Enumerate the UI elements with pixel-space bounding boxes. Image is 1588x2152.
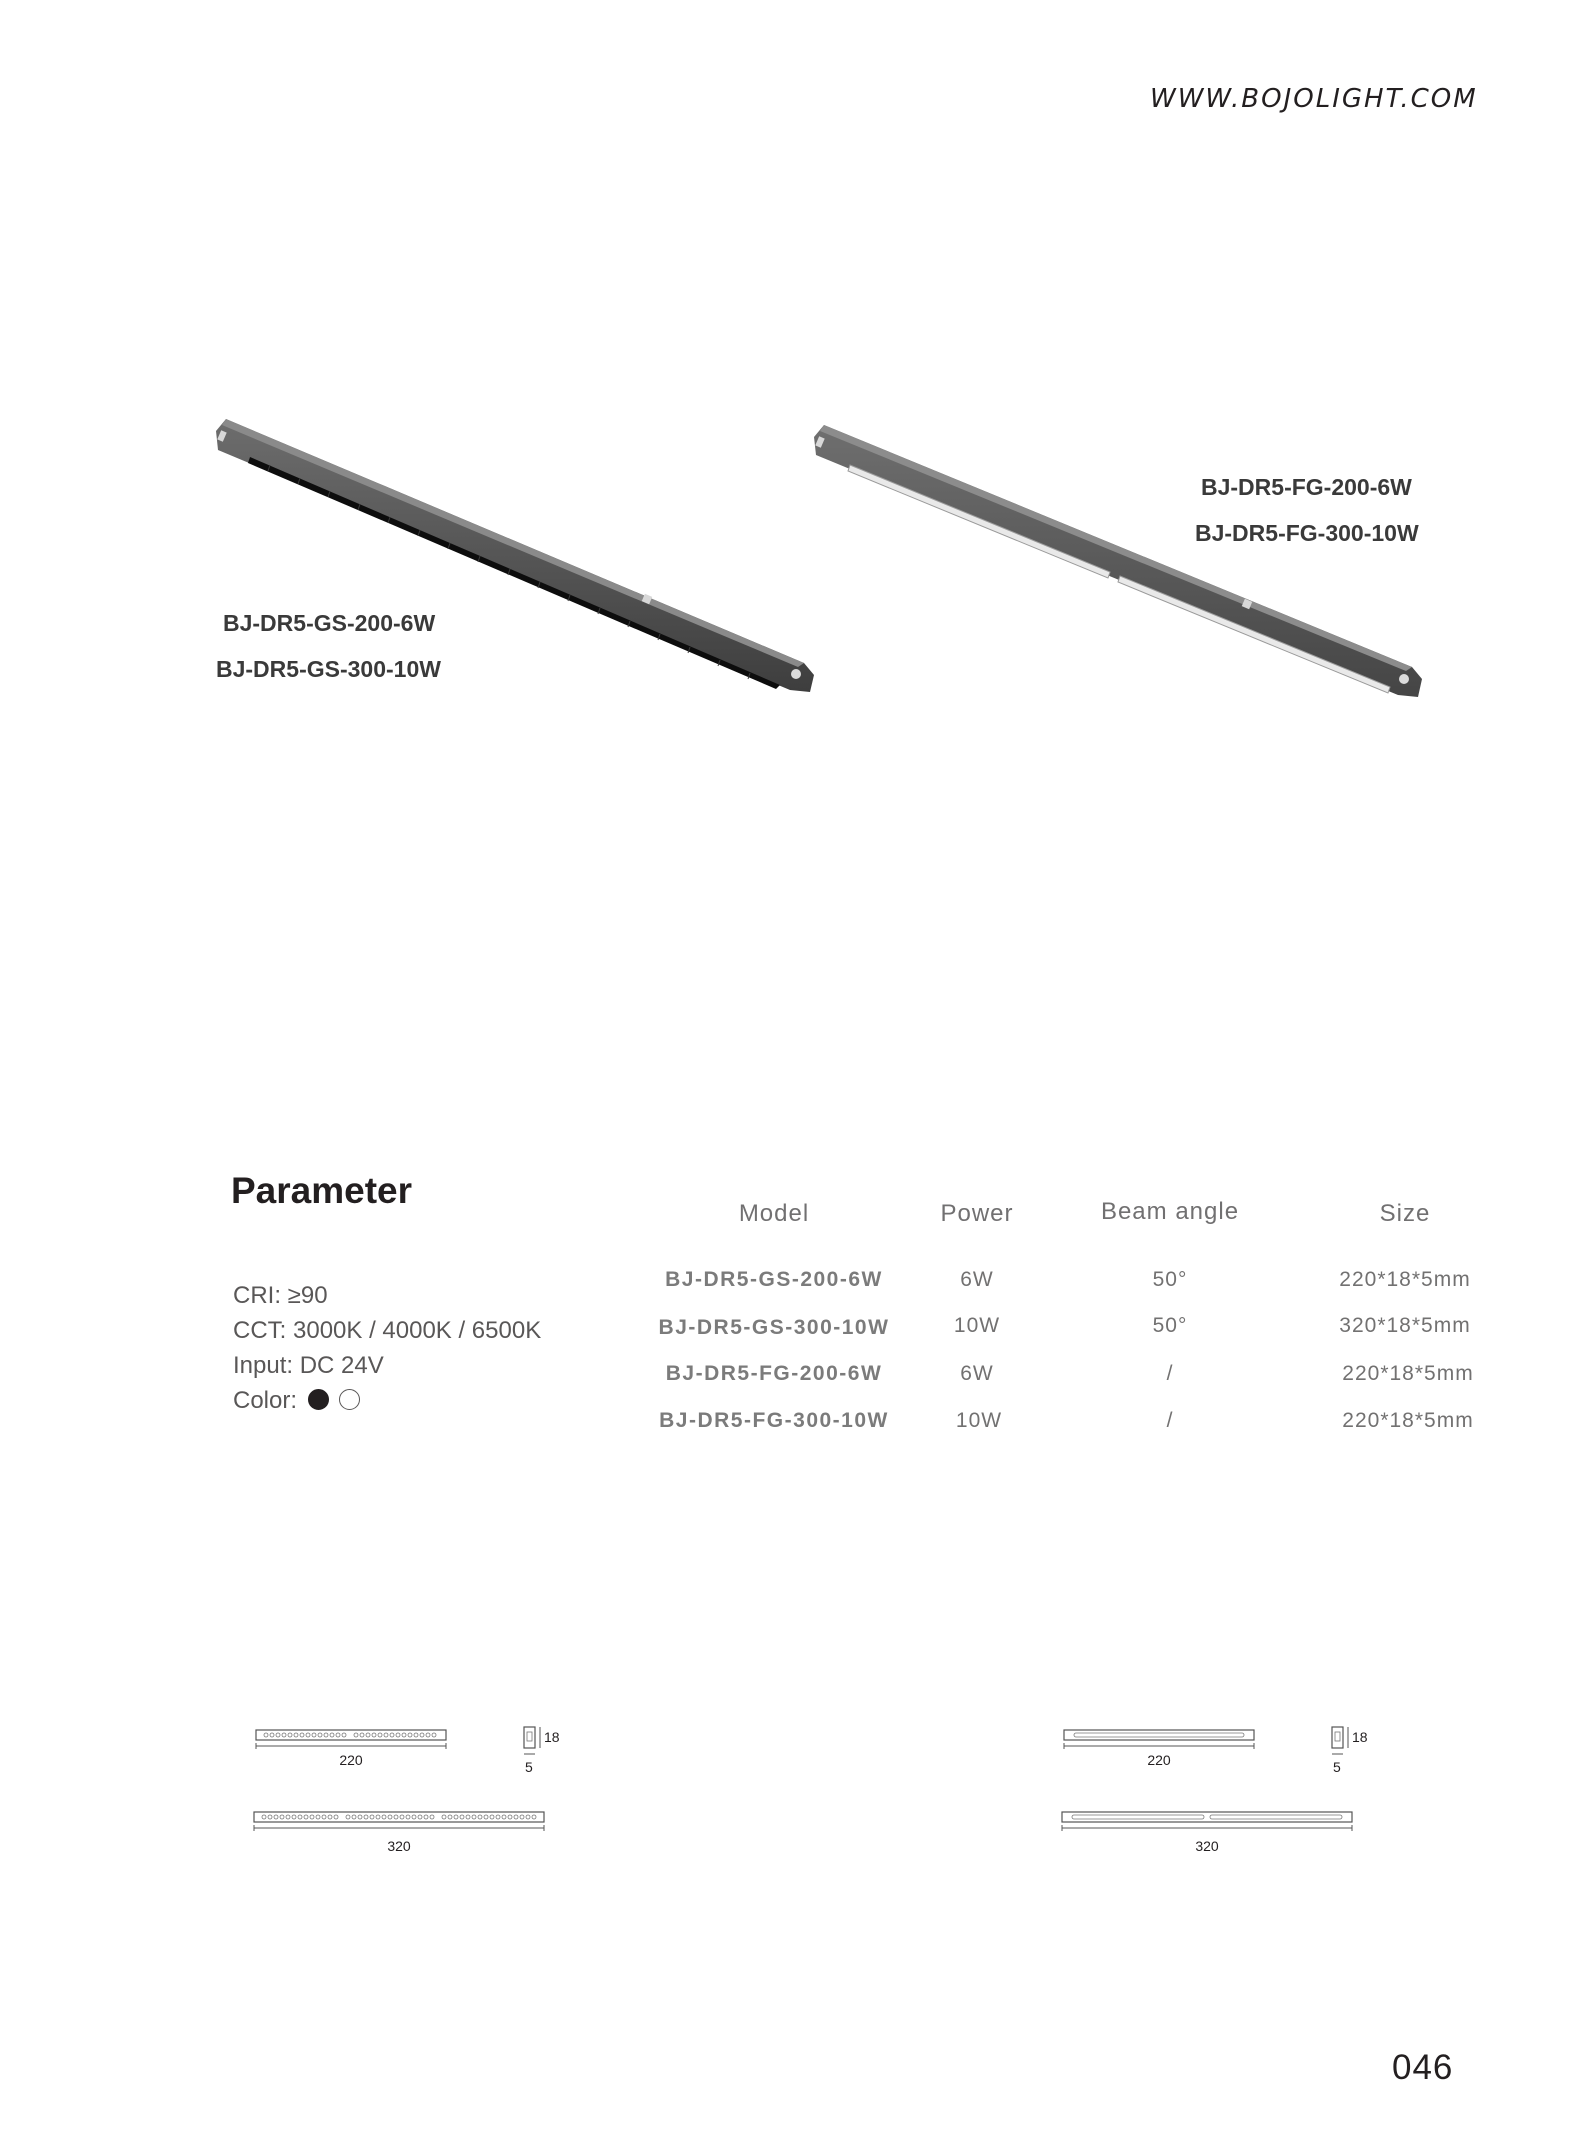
fg-label-300: BJ-DR5-FG-300-10W (1195, 520, 1419, 546)
fg-length-320: 320 (1195, 1838, 1219, 1854)
col-header-size: Size (1379, 1200, 1431, 1227)
gs-length-220: 220 (339, 1752, 363, 1768)
table-cell-beam: / (1166, 1409, 1174, 1432)
gs-dimension-drawing (240, 1720, 590, 1870)
gs-label-300: BJ-DR5-GS-300-10W (216, 656, 441, 682)
table-cell-model: BJ-DR5-GS-200-6W (665, 1268, 883, 1291)
gs-label-200: BJ-DR5-GS-200-6W (223, 610, 436, 636)
parameter-title: Parameter (231, 1170, 413, 1211)
table-cell-power: 10W (955, 1409, 1003, 1432)
fg-label-200: BJ-DR5-FG-200-6W (1201, 474, 1412, 500)
gs-length-320: 320 (387, 1838, 411, 1854)
fg-height-18: 18 (1352, 1729, 1368, 1745)
spec-color-label: Color: (233, 1387, 298, 1414)
table-cell-power: 10W (953, 1314, 1001, 1337)
fg-light-bar-image (810, 415, 1430, 715)
table-cell-model: BJ-DR5-FG-200-6W (665, 1362, 883, 1385)
col-header-model: Model (738, 1200, 810, 1227)
page-number: 046 (1392, 2048, 1454, 2087)
fg-width-5: 5 (1333, 1759, 1341, 1775)
fg-length-220: 220 (1147, 1752, 1171, 1768)
gs-width-5: 5 (525, 1759, 533, 1775)
table-cell-size: 220*18*5mm (1342, 1409, 1474, 1432)
table-cell-size: 220*18*5mm (1342, 1362, 1474, 1385)
color-swatch-white (339, 1389, 360, 1410)
spec-cct: CCT: 3000K / 4000K / 6500K (233, 1317, 542, 1344)
table-cell-beam: 50° (1152, 1268, 1188, 1291)
table-cell-power: 6W (960, 1268, 994, 1291)
table-cell-beam: 50° (1152, 1314, 1188, 1337)
website-url: WWW.BOJOLIGHT.COM (1150, 84, 1478, 114)
spec-input: Input: DC 24V (233, 1352, 384, 1379)
spec-color (233, 1383, 541, 1418)
table-cell-power: 6W (960, 1362, 994, 1385)
fg-dimension-drawing (1048, 1720, 1398, 1870)
color-swatch-black (308, 1389, 329, 1410)
spec-cri: CRI: ≥90 (233, 1282, 328, 1309)
spec-list (233, 1278, 541, 1418)
table-cell-size: 220*18*5mm (1339, 1268, 1471, 1291)
col-header-beam-angle: Beam angle (1100, 1198, 1240, 1225)
table-cell-size: 320*18*5mm (1339, 1314, 1471, 1337)
table-cell-model: BJ-DR5-GS-300-10W (658, 1316, 890, 1339)
col-header-power: Power (940, 1200, 1014, 1227)
gs-height-18: 18 (544, 1729, 560, 1745)
table-cell-beam: / (1166, 1362, 1174, 1385)
table-cell-model: BJ-DR5-FG-300-10W (659, 1409, 889, 1432)
